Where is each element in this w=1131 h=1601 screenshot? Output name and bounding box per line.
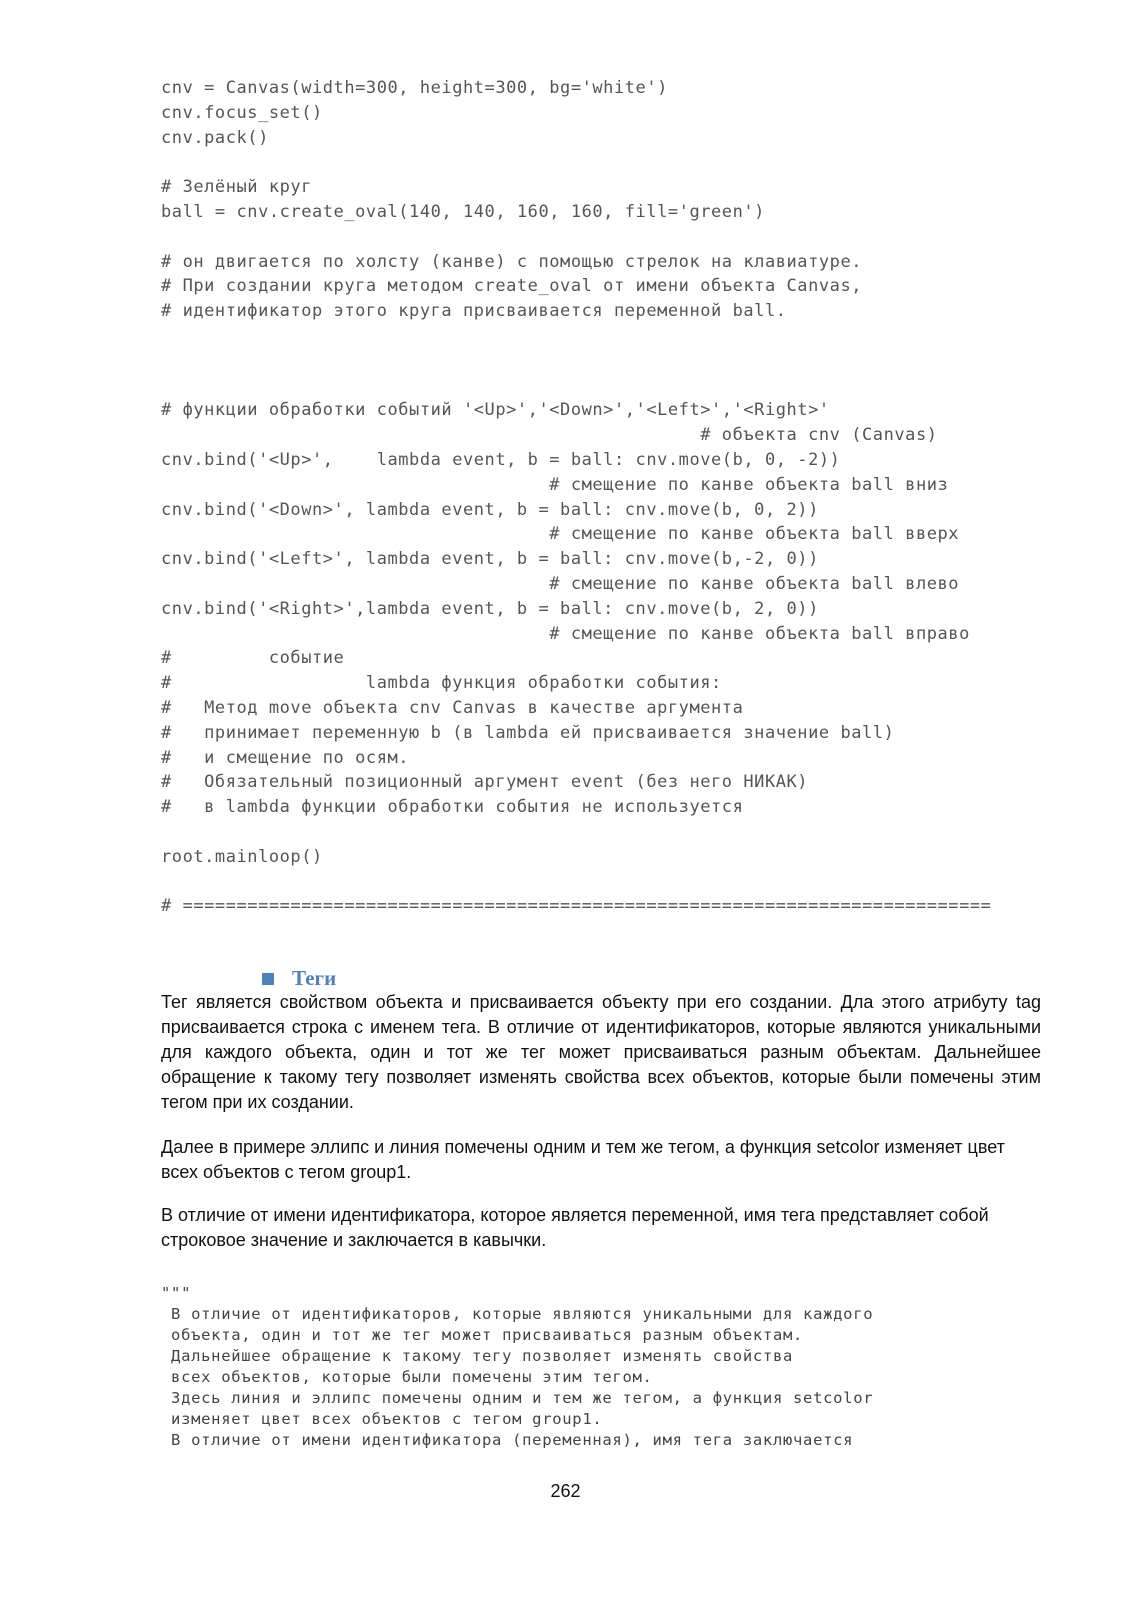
- code-line: # он двигается по холсту (канве) с помощью стрелок на клавиатуре.: [161, 251, 863, 272]
- docstring-line: объекта, один и тот же тег может присваиваться разным объектам.: [161, 1326, 804, 1344]
- code-line: # смещение по канве объекта ball вправо: [161, 623, 970, 644]
- code-line: [161, 225, 991, 250]
- code-line: cnv = Canvas(width=300, height=300, bg='white'): [161, 78, 668, 98]
- code-line: # При создании круга методом create_oval от имени объекта Canvas,: [161, 276, 863, 297]
- code-line: cnv.bind('<Down>', lambda event, b = ball: cnv.move(b, 0, 2)): [161, 499, 819, 520]
- code-line: cnv.pack(): [161, 127, 269, 148]
- docstring-line: В отличие от идентификаторов, которые являются уникальными для каждого: [161, 1305, 874, 1323]
- square-bullet-icon: [262, 973, 274, 985]
- code-line: # lambda функция обработки события:: [161, 673, 722, 694]
- section-title: Теги: [292, 966, 337, 990]
- code-line: # смещение по канве объекта ball вниз: [161, 474, 949, 495]
- code-line: ball = cnv.create_oval(140, 140, 160, 160, fill='green'): [161, 201, 765, 222]
- docstring-line: изменяет цвет всех объектов с тегом group1.: [161, 1410, 603, 1428]
- docstring-line: всех объектов, которые были помечены этим тегом.: [161, 1368, 653, 1386]
- code-line: # принимает переменную b (в lambda ей присваивается значение ball): [161, 722, 895, 743]
- code-line: [161, 374, 991, 399]
- code-line: # и смещение по осям.: [161, 747, 410, 768]
- code-line: # Метод move объекта cnv Canvas в качестве аргумента: [161, 697, 744, 718]
- docstring-line: Здесь линия и эллипс помечены одним и тем же тегом, а функция setcolor: [161, 1389, 874, 1407]
- code-line: cnv.focus_set(): [161, 102, 323, 123]
- docstring-line: В отличие от имени идентификатора (переменная), имя тега заключается: [161, 1431, 854, 1449]
- code-line: cnv.bind('<Left>', lambda event, b = ball: cnv.move(b,-2, 0)): [161, 549, 819, 570]
- code-line: # объекта cnv (Canvas): [161, 425, 938, 446]
- code-line: root.mainloop(): [161, 846, 323, 867]
- code-line: # событие: [161, 648, 345, 669]
- code-line: [161, 870, 991, 895]
- code-line: # идентификатор этого круга присваивается переменной ball.: [161, 301, 787, 322]
- code-line: cnv.bind('<Up>', lambda event, b = ball: cnv.move(b, 0, -2)): [161, 449, 841, 470]
- docstring-line: Дальнейшее обращение к такому тегу позволяет изменять свойства: [161, 1347, 794, 1365]
- docstring-block: [161, 1283, 873, 1451]
- code-line: # функции обработки событий '<Up>','<Down>','<Left>','<Right>': [161, 400, 830, 421]
- code-line: [161, 150, 991, 175]
- code-block: [161, 76, 991, 919]
- section-heading: [262, 966, 336, 991]
- paragraph-tag-string-note: В отличие от имени идентификатора, которое является переменной, имя тега представляет собой строковое значение и заключается в кавычки.: [161, 1205, 989, 1250]
- code-line: [161, 349, 991, 374]
- code-line: [161, 820, 991, 845]
- code-line: [161, 324, 991, 349]
- code-line: # Обязательный позиционный аргумент event (без него НИКАК): [161, 772, 809, 793]
- paragraph-example-note: Далее в примере эллипс и линия помечены одним и тем же тегом, а функция setcolor изменяет цвет всех объектов с тегом group1.: [161, 1137, 1005, 1182]
- code-line: cnv.bind('<Right>',lambda event, b = ball: cnv.move(b, 2, 0)): [161, 598, 819, 619]
- page-number: 262: [550, 1481, 581, 1501]
- code-line: # смещение по канве объекта ball вверх: [161, 524, 960, 545]
- code-line: # смещение по канве объекта ball влево: [161, 573, 960, 594]
- code-line: # ===========================================================================: [161, 896, 992, 917]
- code-line: # в lambda функции обработки события не используется: [161, 797, 744, 818]
- docstring-line: """: [161, 1284, 192, 1302]
- code-line: # Зелёный круг: [161, 177, 312, 198]
- paragraph-tags-intro: Тег является свойством объекта и присваивается объекту при его создании. Дла этого атрибуту tag присваивается строка с именем тега. В отличие от идентификаторов, которые являются уникальными для каждого объекта, один и тот же тег может присваиваться разным объектам. Дальнейшее обращение к такому тегу позволяет изменять свойства всех объектов, которые были помечены этим тегом при их создании.: [161, 992, 1041, 1112]
